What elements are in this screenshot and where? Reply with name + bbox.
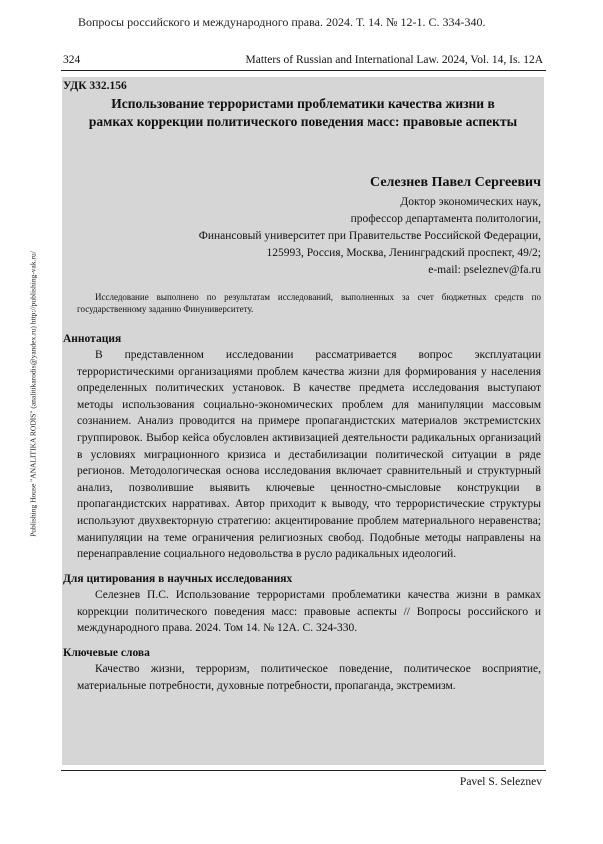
affiliation-institution: Финансовый университет при Правительстве Российской Федерации, (198, 230, 541, 242)
abstract-text: В представленном исследовании рассматривается вопрос эксплуатации террористическими организациями проблем качества жизни для формирования у населения определенных политических установок. В качестве предмета исследования выступают методы использования социально-экономических проблем для манипуляции массовым сознанием. Анализ проводится на примере пропагандистских материалов экстремистских группировок. Выбор кейса обусловлен активизацией деятельности радикальных организаций в условиях миграционного кризиса и дестабилизации политической ситуации в ряде регионов. Методологическая основа исследования включает сравнительный и структурный анализ, позволившие выявить ключевые ценностно-смысловые конструкции в пропагандистских нарративах. Автор приходит к выводу, что террористические структуры используют двухвекторную стратегию: акцентирование проблем материального неравенства; манипуляции на теме ограничения религиозных свобод. Подобные методы направлены на перенаправление социального недовольства в русло радикальных идеологий. (77, 349, 541, 561)
page-number: 324 (63, 54, 81, 66)
footer-author: Pavel S. Seleznev (459, 776, 542, 788)
keywords-heading: Ключевые слова (63, 647, 150, 659)
affiliation-email[interactable]: e-mail: pseleznev@fa.ru (428, 264, 541, 276)
publisher-side-text: Publishing House "ANALITIKA RODIS" (analitikarodis@yandex.ru) http://publishing-vak.ru/ (28, 251, 38, 537)
keywords-text: Качество жизни, терроризм, политическое поведение, политическое восприятие, материальные потребности, духовные потребности, пропаганда, экстремизм. (77, 663, 541, 692)
journal-citation-en: Matters of Russian and International Law. 2024, Vol. 14, Is. 12A (245, 54, 543, 66)
affiliation-degree: Доктор экономических наук, (400, 196, 541, 208)
article-title: Использование террористами проблематики качества жизни в рамках коррекции политического поведения масс: правовые аспекты (88, 96, 518, 129)
affiliation-position: профессор департамента политологии, (350, 213, 541, 225)
footer-divider (61, 770, 546, 771)
citation-heading: Для цитирования в научных исследованиях (63, 573, 293, 585)
author-name: Селезнев Павел Сергеевич (370, 175, 541, 190)
header-divider (61, 70, 546, 71)
udk-code: УДК 332.156 (63, 80, 127, 92)
citation-text: Селезнев П.С. Использование террористами проблематики качества жизни в рамках коррекции политического поведения масс: правовые аспекты // Вопросы российского и международного права. 2024. Том 14. № 12А. С. 324-330. (77, 589, 541, 635)
journal-citation-ru: Вопросы российского и международного права. 2024. Т. 14. № 12-1. С. 334-340. (78, 15, 486, 29)
affiliation-address: 125993, Россия, Москва, Ленинградский проспект, 49/2; (266, 247, 541, 259)
abstract-heading: Аннотация (63, 333, 122, 345)
funding-note: Исследование выполнено по результатам исследований, выполненных за счет бюджетных средств по государственному заданию Финуниверситету. (77, 292, 541, 314)
author-affiliation (121, 194, 541, 279)
